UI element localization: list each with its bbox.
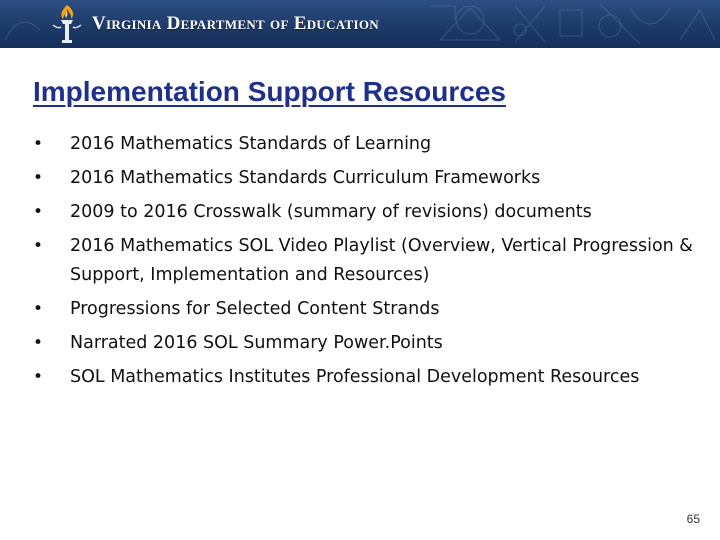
list-item [33, 130, 693, 159]
list-item-text: Narrated 2016 SOL Summary Power.Points [70, 333, 443, 353]
bullet-dot-icon: • [33, 168, 44, 188]
list-item [33, 295, 693, 324]
list-item [33, 232, 693, 290]
list-item [33, 198, 693, 227]
bullet-dot-icon: • [33, 299, 44, 319]
list-item [33, 164, 693, 193]
list-item [33, 329, 693, 358]
bullet-dot-icon: • [33, 236, 44, 256]
list-item [33, 363, 693, 392]
bullet-dot-icon: • [33, 333, 44, 353]
bullet-dot-icon: • [33, 134, 44, 154]
list-item-text: Progressions for Selected Content Strands [70, 299, 440, 319]
bullet-dot-icon: • [33, 202, 44, 222]
page-number: 65 [686, 512, 700, 526]
list-item-text: 2016 Mathematics SOL Video Playlist (Overview, Vertical Progression & Support, Implementation and Resources) [70, 236, 693, 285]
organization-name: Virginia Department of Education [92, 13, 379, 34]
list-item-text: 2016 Mathematics Standards Curriculum Frameworks [70, 168, 541, 188]
slide-title: Implementation Support Resources [33, 76, 506, 107]
list-item-text: 2009 to 2016 Crosswalk (summary of revisions) documents [70, 202, 592, 222]
list-item-text: 2016 Mathematics Standards of Learning [70, 134, 432, 154]
torch-logo-icon [50, 3, 84, 45]
resource-list [33, 130, 693, 397]
bullet-dot-icon: • [33, 367, 44, 387]
header-banner [0, 0, 720, 48]
list-item-text: SOL Mathematics Institutes Professional Development Resources [70, 367, 640, 387]
